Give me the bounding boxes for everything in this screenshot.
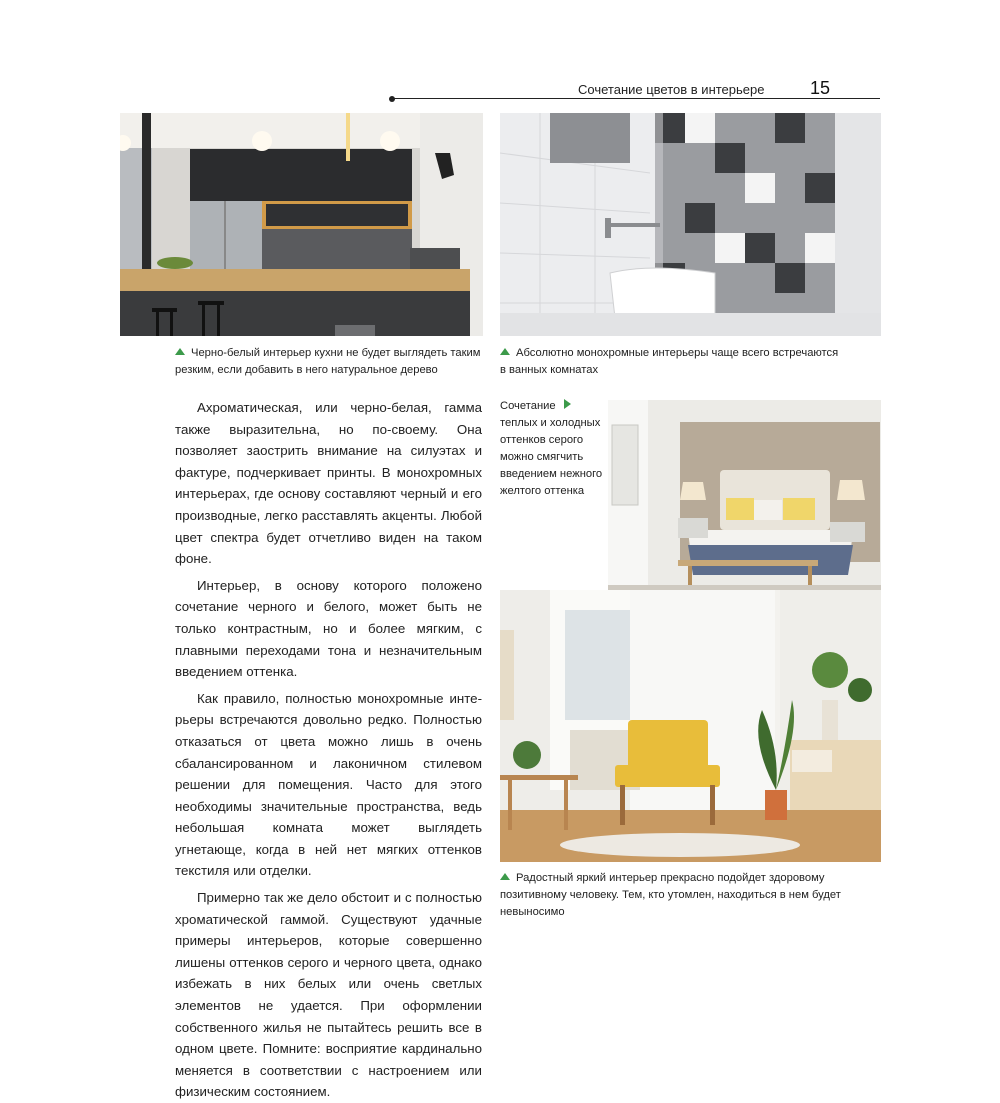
bathroom-caption — [500, 345, 885, 379]
bedroom-caption-line: желтого оттенка — [500, 485, 585, 497]
paragraph: Примерно так же дело обстоит и с полностью хроматической гаммой. Существуют удачные примеры интерьеров, которые совершенно лишены оттенков серого и черного цвета, однако избежать в них белых или очень светлых элементов не удается. При оформлении собственного жилья не пытайтесь решить все в одном цвете. Помните: восприятие кардинально меняется в соответствии с настроением или физическим состоянием. — [175, 890, 482, 1100]
body-text — [175, 397, 482, 1103]
paragraph: Интерьер, в основу которого положено сочетание черного и белого, может быть не только контрастным, но и более мягким, с плавными переходами тона и незначительным введением оттенка. — [175, 577, 482, 680]
bedroom-caption — [500, 398, 605, 500]
kitchen-caption-line: Черно-белый интерьер кухни не будет выглядеть таким — [191, 347, 481, 359]
paragraph: Как правило, полностью монохромные интерьеры встречаются довольно редко. Полностью отказаться от цвета можно лишь в очень сбалансированном и лаконичном стилевом решении для помещения. Часто для этого необходимы значительные пространства, ведь небольшая комната может выглядеть угнетающе, когда в ней нет мягких оттенков текстиля или отделки. — [175, 690, 482, 879]
living-room-caption — [500, 870, 885, 921]
caption-arrow-icon — [564, 399, 571, 409]
kitchen-caption-line: резким, если добавить в него натуральное дерево — [175, 364, 438, 376]
bedroom-caption-line: оттенков серого — [500, 434, 584, 446]
living-caption-line: невыносимо — [500, 906, 565, 918]
bathroom-photo — [500, 113, 881, 336]
bedroom-caption-line: Сочетание — [500, 400, 556, 412]
bedroom-caption-line: введением нежного — [500, 468, 603, 480]
header-rule — [392, 98, 880, 99]
bedroom-caption-line: можно смягчить — [500, 451, 584, 463]
paragraph: Ахроматическая, или черно-белая, гамма также выразительна, но по-своему. Она позволяет заострить внимание на силуэтах и фактуре, подчеркивает принты. В монохромных интерьерах, где основу составляют черный и его производные, легко расставлять акценты. Любой цвет спектра будет отчетливо виден на таком фоне. — [175, 400, 482, 567]
bathroom-caption-line: в ванных комнатах — [500, 364, 599, 376]
caption-triangle-icon — [175, 348, 185, 355]
section-title: Сочетание цветов в интерьере — [578, 82, 765, 97]
bathroom-caption-line: Абсолютно монохромные интерьеры чаще всего встречаются — [516, 347, 839, 359]
living-caption-line: Радостный яркий интерьер прекрасно подойдет здоровому — [516, 872, 825, 884]
page-number: 15 — [810, 78, 831, 98]
caption-triangle-icon — [500, 873, 510, 880]
kitchen-caption — [175, 345, 485, 379]
kitchen-photo — [120, 113, 483, 336]
bedroom-caption-line: теплых и холодных — [500, 417, 601, 429]
living-room-photo — [500, 590, 881, 862]
living-caption-line: позитивному человеку. Тем, кто утомлен, находиться в нем будет — [500, 889, 841, 901]
bedroom-photo — [608, 400, 881, 610]
caption-triangle-icon — [500, 348, 510, 355]
